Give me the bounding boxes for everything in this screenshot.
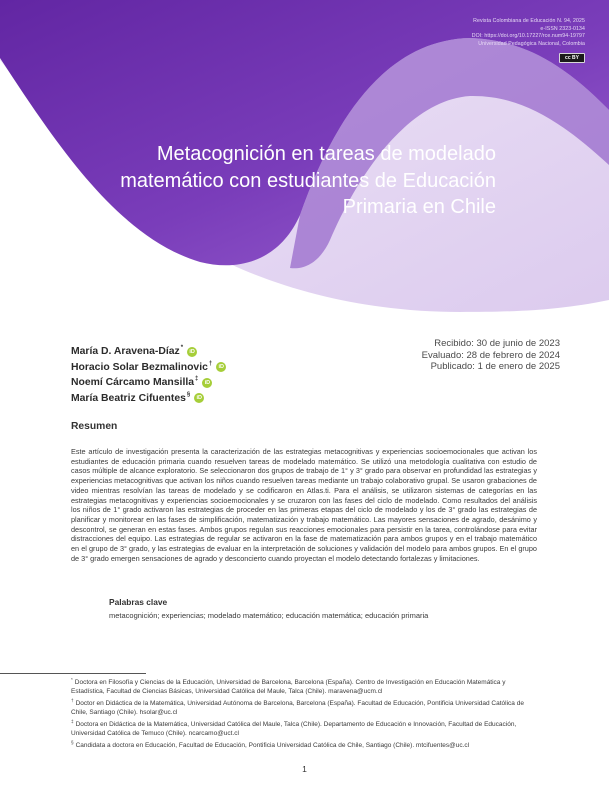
- author-row: [71, 391, 226, 407]
- footnote-text: Doctor en Didáctica de la Matemática, Universidad Autónoma de Barcelona, Barcelona (España). Facultad de Educación, Pontificia Universidad Católica de Chile, Santiago (Chile). hsolar@uc.cl: [71, 700, 524, 717]
- author-mark: †: [208, 360, 213, 367]
- page-number: 1: [302, 764, 307, 774]
- author-list: [71, 344, 226, 406]
- date-evaluated: Evaluado: 28 de febrero de 2024: [421, 349, 560, 361]
- author-mark: *: [180, 345, 184, 351]
- author-mark: ‡: [195, 376, 199, 382]
- date-received: Recibido: 30 de junio de 2023: [434, 338, 560, 349]
- journal-publisher: Universidad Pedagógica Nacional, Colombia: [478, 40, 585, 47]
- journal-doi[interactable]: DOI: https://doi.org/10.17227/rce.num94-19797: [471, 33, 585, 40]
- cc-license-icon[interactable]: cc BY: [559, 53, 585, 63]
- article-dates: [400, 338, 560, 373]
- footnote: [71, 739, 537, 751]
- author-row: [71, 344, 226, 360]
- author-name: María Beatriz Cifuentes: [71, 392, 186, 404]
- footnote-mark: †: [71, 697, 74, 703]
- footnote-divider: [0, 673, 146, 674]
- author-name: María D. Aravena-Díaz: [71, 346, 180, 357]
- footnote-mark: ‡: [71, 718, 74, 724]
- footnote-mark: §: [71, 739, 74, 745]
- footnote-text: Candidata a doctora en Educación, Facultad de Educación, Pontificia Universidad Católica de Chile, Santiago (Chile). mtcifuentes@uc.cl: [75, 742, 470, 750]
- journal-name: Revista Colombiana de Educación N. 94, 2025: [473, 18, 585, 24]
- author-row: [71, 375, 226, 391]
- abstract-heading: Resumen: [71, 421, 118, 432]
- footnote: [71, 697, 537, 718]
- keywords-heading: Palabras clave: [109, 597, 168, 607]
- footnote-text: Doctora en Filosofía y Ciencias de la Educación, Universidad de Barcelona, Barcelona (España). Centro de Investigación en Educación Matemática y Estadística, Facultad de Ciencias Básicas, Universidad Católica del Maule, Talca (Chile). maravena@ucm.cl: [71, 679, 506, 696]
- author-row: [71, 360, 226, 376]
- abstract-text: Este artículo de investigación presenta la caracterización de las estrategias metacognitivas y experiencias socioemocionales que activan los estudiantes de educación primaria cuando resuelven tareas de modelado matemático. Se utilizó una metodología cualitativa con estudio de casos múltiple de alcance exploratorio. Se seleccionaron dos grupos de trabajo de 1° y 3° grado para observar en profundidad las estrategias y experiencias metacognitivas que activan los niños cuando resuelven tareas mediante un trabajo colaborativo grupal. Se usaron grabaciones de video mientras resolvían las tareas de modelado y se codificaron en Atlas.ti. Para el análisis, se utilizaron sistemas de categorías en las estrategias metacognitivas y experiencias socioemocionales y se cruzaron con las fases del ciclo de modelado. Como resultados del análisis los niños de 1° grado activaron las estrategias de proceder en las primeras etapas del ciclo de modelado y los de 3° grado las estrategias de planificar y monitorear en las fases de simplificación, matematización y trabajo matemático. Las mayores sensaciones de agrado, desánimo y descontrol, se generan en estas fases. Ambos grupos regulan sus reacciones emocionales para persistir en la tarea, controlándose para evitar distracciones del equipo. Las estrategias de regular se activaron en la fase de matematización para ambos grupos y en el trabajo matemático en el grupo de 3° grado, y las estrategias de evaluar en la interpretación de soluciones y validación del modelo para ambos grupos. En el grupo de 3° grado emergen sensaciones de agrado y desconcierto cuando proyectan el modelo detectando fortalezas y limitaciones.: [71, 447, 537, 563]
- footnote: [71, 718, 537, 739]
- footnotes: [71, 676, 537, 751]
- author-name: Noemí Cárcamo Mansilla: [71, 377, 194, 388]
- orcid-icon[interactable]: iD: [194, 393, 204, 403]
- keywords-text: metacognición; experiencias; modelado matemático; educación matemática; educación primaria: [109, 611, 429, 620]
- author-mark: §: [186, 391, 191, 398]
- journal-info: [472, 18, 585, 48]
- orcid-icon[interactable]: iD: [216, 362, 226, 372]
- author-name: Horacio Solar Bezmalinovic: [71, 361, 208, 373]
- orcid-icon[interactable]: iD: [187, 347, 197, 357]
- footnote-text: Doctora en Didáctica de la Matemática, Universidad Católica del Maule, Talca (Chile). Departamento de Educación e Innovación, Facultad de Educación, Universidad Católica de Temuco (Chile). ncarcamo@uct.cl: [71, 721, 517, 737]
- date-published: Publicado: 1 de enero de 2025: [430, 361, 560, 373]
- footnote: [71, 676, 537, 697]
- article-title: Metacognición en tareas de modelado matemático con estudiantes de Educación Primaria en Chile: [120, 143, 496, 219]
- journal-issn: e-ISSN 2323-0134: [540, 25, 585, 32]
- footnote-mark: *: [71, 677, 73, 682]
- orcid-icon[interactable]: iD: [202, 378, 212, 388]
